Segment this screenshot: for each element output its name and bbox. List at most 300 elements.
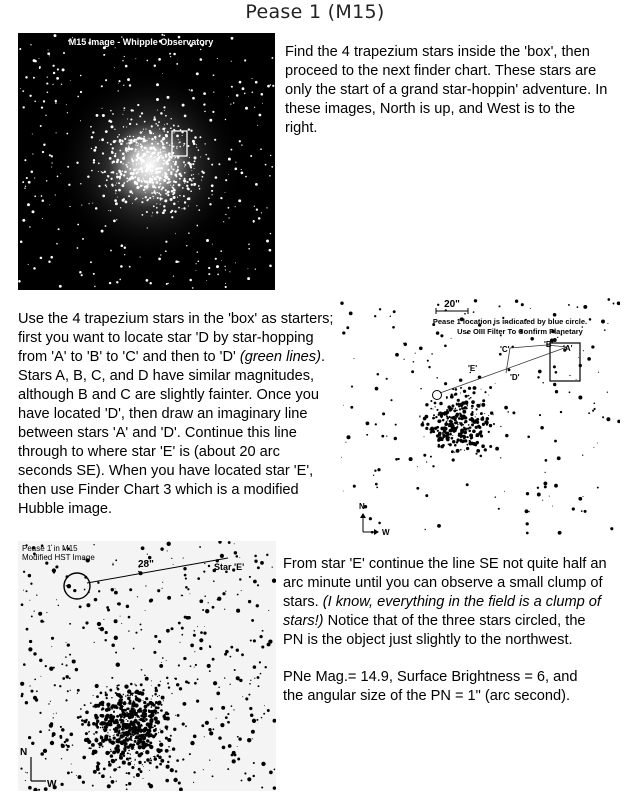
- star: [33, 652, 36, 655]
- star: [136, 721, 140, 725]
- star: [397, 458, 399, 460]
- star: [49, 667, 53, 671]
- star: [167, 596, 171, 600]
- star: [577, 306, 579, 308]
- star: [404, 342, 408, 346]
- star: [461, 405, 463, 407]
- star: [460, 387, 462, 389]
- star: [112, 715, 115, 718]
- star: [126, 719, 127, 720]
- star: [33, 267, 36, 270]
- star: [386, 378, 388, 380]
- star: [135, 713, 137, 715]
- star: [142, 178, 144, 180]
- star: [128, 147, 130, 149]
- star: [127, 720, 129, 722]
- star: [164, 110, 165, 111]
- star: [140, 744, 141, 745]
- star: [91, 743, 95, 747]
- star: [123, 729, 125, 731]
- star: [129, 588, 132, 591]
- star: [89, 731, 90, 732]
- star: [508, 368, 511, 371]
- star: [451, 393, 453, 395]
- star: [182, 135, 183, 136]
- star: [136, 184, 138, 186]
- star: [460, 449, 462, 451]
- star: [165, 711, 169, 715]
- star: [190, 165, 192, 167]
- star: [154, 734, 156, 736]
- star: [157, 176, 159, 178]
- star: [129, 695, 130, 696]
- star: [530, 337, 534, 341]
- star: [125, 784, 127, 786]
- star: [98, 185, 100, 187]
- star: [132, 203, 133, 204]
- star: [342, 331, 345, 334]
- star: [430, 456, 432, 458]
- star: [195, 664, 197, 666]
- star: [588, 412, 590, 414]
- star: [174, 158, 175, 159]
- star: [254, 107, 255, 108]
- star: [169, 145, 170, 146]
- star: [451, 437, 454, 440]
- star: [188, 128, 190, 130]
- star: [171, 693, 172, 694]
- star: [98, 742, 102, 746]
- star: [29, 95, 31, 97]
- star: [270, 84, 271, 85]
- star: [225, 119, 226, 120]
- star: [28, 786, 32, 790]
- star: [140, 770, 143, 773]
- star: [80, 708, 82, 710]
- star: [130, 735, 133, 738]
- star: [129, 178, 132, 181]
- star: [51, 155, 53, 157]
- star: [178, 622, 181, 625]
- star: [465, 395, 468, 398]
- star: [127, 119, 128, 120]
- star: [458, 433, 459, 434]
- star: [122, 171, 123, 172]
- star-hop-paragraph: Use the 4 trapezium stars in the 'box' as starters; first you want to locate star 'D by star-hopping from 'A' to 'B' to 'C' and then to 'D' (green lines). Stars A, B, C, and D have similar magnitudes, although B and C are slightly fainter. Once you have located 'D', then draw an imaginary line between stars 'A' and 'D'. Continue this line through to where star 'E' is (about 20 arc seconds SE). When you have located star 'E', then use Finder Chart 3 which is a modified Hubble image.: [18, 311, 334, 517]
- star: [451, 429, 454, 432]
- star: [69, 677, 71, 679]
- star: [160, 730, 163, 733]
- scale-label: 20": [444, 299, 460, 310]
- star: [343, 405, 344, 406]
- star: [72, 659, 76, 663]
- star: [67, 745, 70, 748]
- star: [369, 517, 372, 520]
- star: [170, 185, 171, 186]
- star: [442, 434, 445, 437]
- star: [124, 138, 126, 140]
- star: [192, 287, 194, 289]
- star: [46, 83, 48, 85]
- star: [151, 698, 152, 699]
- star: [471, 421, 473, 423]
- star: [258, 685, 260, 687]
- star: [119, 714, 122, 717]
- star: [162, 187, 164, 189]
- star: [393, 310, 396, 313]
- star: [75, 668, 78, 671]
- star: [417, 466, 418, 467]
- star: [147, 705, 149, 707]
- star: [191, 170, 192, 171]
- star: [204, 626, 205, 627]
- star: [204, 736, 205, 737]
- star: [130, 148, 133, 151]
- star: [158, 684, 161, 687]
- star: [158, 640, 161, 643]
- star: [177, 714, 180, 717]
- star: [128, 616, 131, 619]
- star: [214, 139, 216, 141]
- star: [136, 163, 137, 164]
- star: [162, 657, 164, 659]
- star: [119, 729, 121, 731]
- star: [140, 143, 142, 145]
- star: [480, 455, 483, 458]
- star: [225, 283, 226, 284]
- star: [102, 152, 104, 154]
- star: [146, 154, 147, 155]
- star: [24, 159, 26, 161]
- star: [34, 178, 35, 179]
- star: [129, 168, 131, 170]
- star: [553, 383, 556, 386]
- star: [22, 219, 25, 222]
- star: [170, 768, 174, 772]
- star: [86, 603, 90, 607]
- label-a: 'A': [563, 344, 573, 353]
- star: [261, 212, 262, 213]
- star: [125, 737, 128, 740]
- star: [213, 580, 215, 582]
- star: [151, 720, 153, 722]
- star: [168, 178, 169, 179]
- star: [437, 524, 441, 528]
- star: [136, 182, 138, 184]
- star: [542, 382, 543, 383]
- star: [131, 109, 133, 111]
- m15-whipple-image: [18, 33, 275, 290]
- star: [433, 414, 435, 416]
- star: [459, 413, 461, 415]
- star: [112, 563, 113, 564]
- star: [35, 698, 38, 701]
- star: [537, 376, 539, 378]
- star: [33, 59, 36, 62]
- star: [113, 720, 117, 724]
- star: [120, 265, 123, 268]
- star: [268, 610, 269, 611]
- star: [162, 588, 163, 589]
- star: [199, 647, 202, 650]
- star: [127, 694, 129, 696]
- star: [424, 529, 425, 530]
- star: [45, 758, 47, 760]
- star: [124, 713, 128, 717]
- star: [124, 200, 127, 203]
- star: [102, 195, 105, 198]
- star: [156, 211, 158, 213]
- star: [146, 211, 148, 213]
- star: [160, 194, 162, 196]
- star: [454, 394, 456, 396]
- star: [183, 161, 185, 163]
- star: [261, 786, 263, 788]
- star: [96, 720, 99, 723]
- star: [116, 706, 119, 709]
- star: [589, 318, 592, 321]
- star: [39, 712, 41, 714]
- star: [465, 402, 468, 405]
- star: [59, 735, 62, 738]
- star: [81, 274, 83, 276]
- star: [234, 167, 237, 170]
- star: [526, 492, 529, 495]
- star: [129, 123, 131, 125]
- star: [48, 260, 50, 262]
- star: [155, 720, 156, 721]
- star: [51, 646, 52, 647]
- star: [253, 580, 257, 584]
- star: [607, 392, 608, 393]
- star: [69, 732, 73, 736]
- star: [105, 631, 108, 634]
- star: [28, 181, 31, 184]
- star: [173, 132, 174, 133]
- star: [162, 212, 163, 213]
- star: [153, 191, 156, 194]
- star: [53, 667, 55, 669]
- star: [593, 402, 595, 404]
- star: [171, 167, 172, 168]
- star: [53, 713, 54, 714]
- star: [94, 704, 98, 708]
- star: [252, 775, 254, 777]
- star: [124, 684, 128, 688]
- star: [159, 129, 160, 130]
- star: [73, 589, 76, 592]
- star: [101, 138, 104, 141]
- star: [136, 171, 137, 172]
- star: [221, 706, 225, 710]
- star: [218, 686, 220, 688]
- star: [147, 183, 149, 185]
- star: [104, 639, 106, 641]
- star: [101, 701, 105, 705]
- star: [130, 697, 131, 698]
- star: [152, 181, 153, 182]
- star: [211, 190, 213, 192]
- star: [119, 766, 121, 768]
- star: [47, 76, 48, 77]
- star: [471, 408, 473, 410]
- star: [155, 171, 158, 174]
- star: [178, 664, 180, 666]
- star: [486, 417, 490, 421]
- finder-chart-2: [340, 297, 620, 537]
- star: [154, 65, 156, 67]
- star: [39, 730, 42, 733]
- star: [129, 737, 132, 740]
- star: [56, 243, 58, 245]
- star: [249, 707, 252, 710]
- star: [51, 637, 54, 640]
- star: [584, 510, 587, 513]
- star: [185, 164, 187, 166]
- star: [166, 283, 168, 285]
- star: [126, 758, 129, 761]
- star: [230, 646, 233, 649]
- star: [110, 178, 112, 180]
- star: [472, 430, 476, 434]
- star: [183, 207, 185, 209]
- star: [149, 770, 150, 771]
- star: [142, 155, 144, 157]
- star: [123, 717, 125, 719]
- star: [471, 417, 473, 419]
- star: [30, 583, 32, 585]
- star: [468, 424, 470, 426]
- star: [247, 268, 248, 269]
- star: [157, 707, 159, 709]
- star: [150, 599, 153, 602]
- star: [204, 111, 206, 113]
- star: [230, 656, 232, 658]
- star: [114, 199, 117, 202]
- star: [125, 147, 128, 150]
- star: [236, 609, 240, 613]
- star: [160, 204, 161, 205]
- star: [476, 418, 479, 421]
- star: [201, 180, 202, 181]
- star: [457, 424, 458, 425]
- star: [582, 496, 583, 497]
- star: [104, 171, 106, 173]
- star: [266, 207, 267, 208]
- star: [110, 706, 112, 708]
- star: [129, 757, 131, 759]
- star: [168, 169, 170, 171]
- star: [123, 721, 124, 722]
- star: [145, 585, 146, 586]
- star: [440, 334, 443, 337]
- star: [218, 163, 220, 165]
- star: [471, 400, 475, 404]
- star: [436, 426, 439, 429]
- star: [109, 689, 112, 692]
- star: [143, 734, 144, 735]
- star: [140, 137, 143, 140]
- star: [77, 96, 79, 98]
- star: [266, 240, 269, 243]
- star: [21, 603, 24, 606]
- star: [105, 716, 109, 720]
- star: [241, 144, 242, 145]
- star: [99, 140, 100, 141]
- label-d: 'D': [510, 373, 520, 382]
- star: [106, 709, 108, 711]
- star: [123, 126, 124, 127]
- star: [257, 584, 259, 586]
- star: [142, 131, 143, 132]
- star: [225, 286, 227, 288]
- star: [157, 143, 159, 145]
- star: [225, 192, 226, 193]
- star: [128, 737, 129, 738]
- star: [436, 409, 438, 411]
- star: [93, 161, 95, 163]
- star: [129, 716, 131, 718]
- star: [136, 773, 140, 777]
- star: [193, 185, 194, 186]
- star: [415, 353, 416, 354]
- star: [115, 651, 117, 653]
- star: [88, 721, 90, 723]
- star: [253, 665, 257, 669]
- star: [126, 712, 128, 714]
- star: [109, 157, 112, 160]
- star: [227, 768, 229, 770]
- star: [141, 163, 142, 164]
- star: [156, 158, 158, 160]
- star: [182, 723, 185, 726]
- star: [166, 176, 168, 178]
- star: [260, 148, 262, 150]
- star: [244, 59, 246, 61]
- star: [116, 733, 119, 736]
- star: [160, 729, 161, 730]
- star: [178, 201, 179, 202]
- star: [260, 561, 264, 565]
- star: [30, 690, 33, 693]
- star: [545, 459, 548, 462]
- star: [111, 151, 113, 153]
- star: [100, 627, 104, 631]
- star: [43, 100, 45, 102]
- star: [555, 390, 558, 393]
- star: [130, 683, 133, 686]
- star: [163, 700, 164, 701]
- star: [135, 144, 136, 145]
- star: [160, 186, 161, 187]
- star: [111, 161, 112, 162]
- star: [59, 285, 62, 288]
- star: [62, 677, 65, 680]
- star: [54, 684, 56, 686]
- star: [537, 493, 541, 497]
- star: [216, 718, 217, 719]
- star: [91, 170, 93, 172]
- star: [145, 610, 146, 611]
- compass-west: W: [47, 779, 57, 790]
- star: [467, 430, 468, 431]
- star: [126, 166, 128, 168]
- star: [203, 104, 205, 106]
- star: [40, 125, 42, 127]
- star: [127, 752, 129, 754]
- star: [111, 125, 114, 128]
- star: [127, 707, 130, 710]
